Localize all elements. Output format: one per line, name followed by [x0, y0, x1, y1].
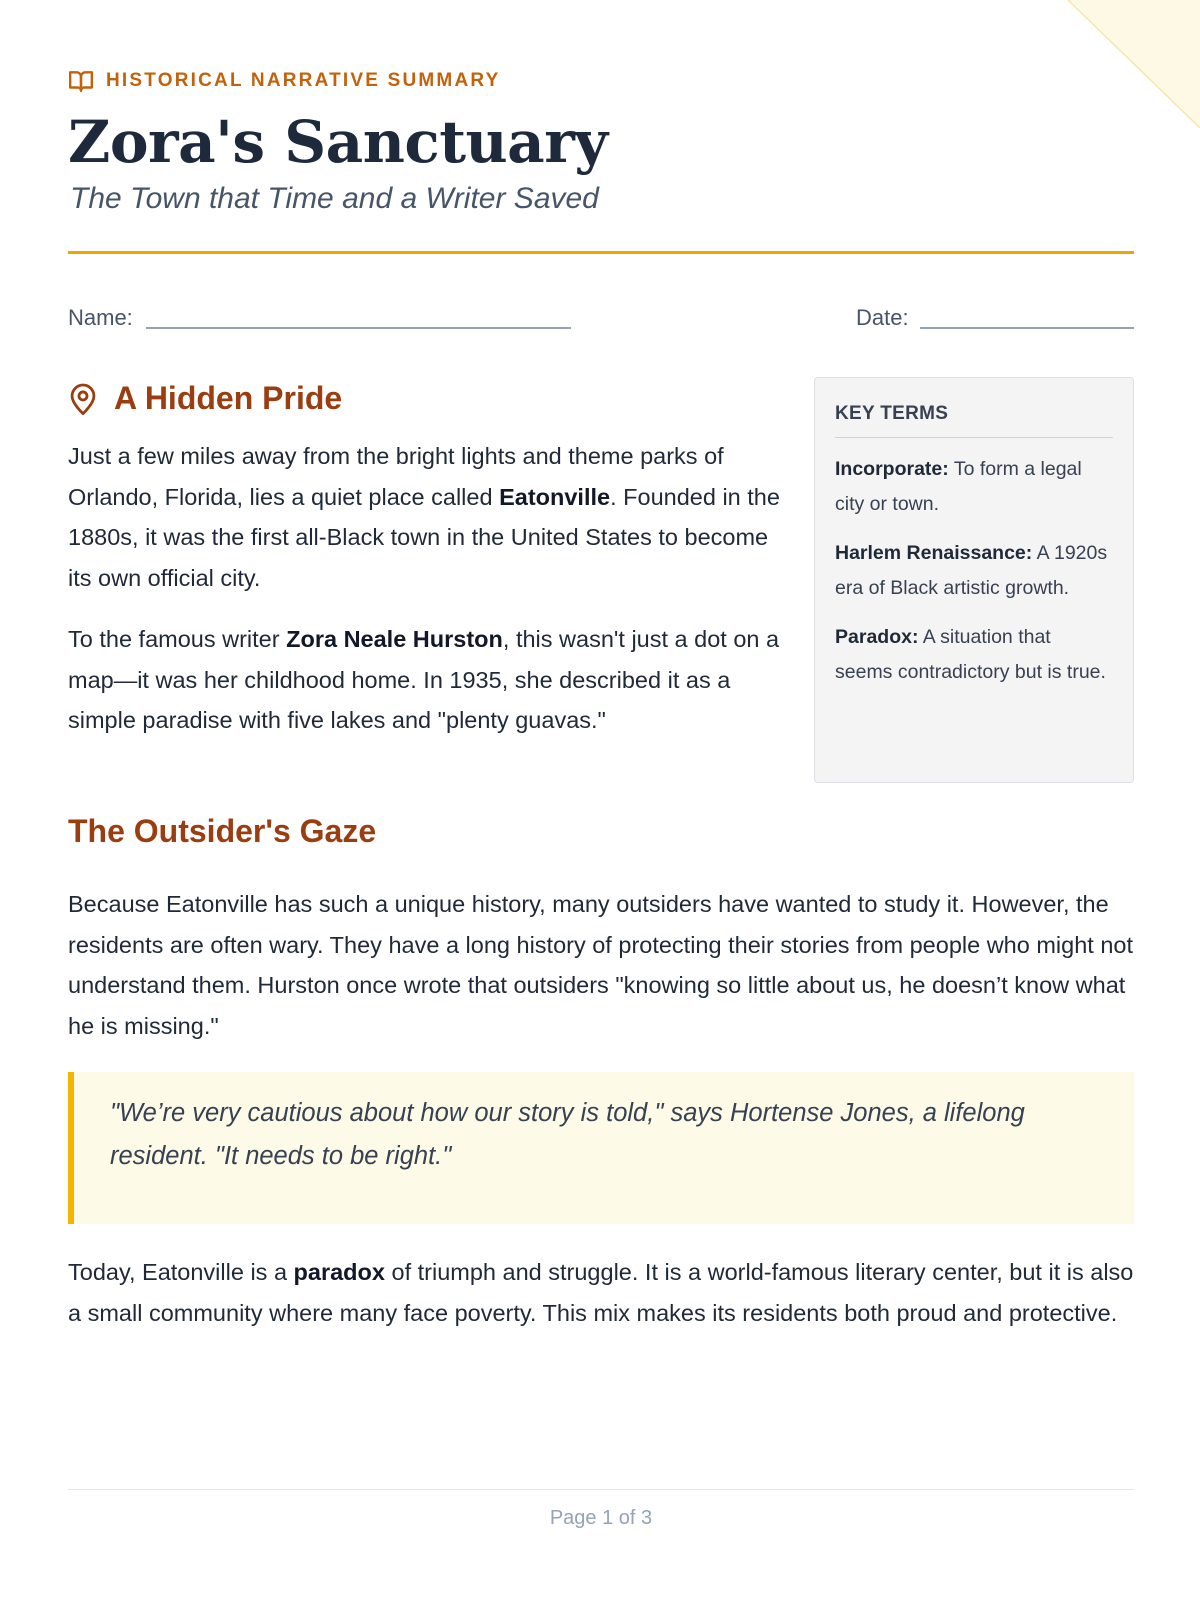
footer-divider	[68, 1489, 1134, 1490]
key-terms-box	[814, 377, 1134, 783]
page-title: Zora's Sanctuary	[68, 108, 608, 176]
section-heading-label: A Hidden Pride	[114, 380, 343, 416]
date-label: Date:	[856, 305, 909, 330]
key-term-word: Harlem Renaissance:	[835, 542, 1033, 564]
header-divider	[68, 251, 1134, 254]
paragraph-outsiders	[68, 884, 1134, 1046]
name-label: Name:	[68, 305, 133, 330]
page-subtitle: The Town that Time and a Writer Saved	[70, 182, 599, 215]
key-term-definition: A situation that seems contradictory but is true.	[835, 626, 1106, 683]
pull-quote: "We’re very cautious about how our story is told," says Hortense Jones, a lifelong resident. "It needs to be right."	[68, 1072, 1134, 1224]
key-term-item	[835, 620, 1113, 690]
name-field[interactable]	[146, 327, 571, 329]
text-run: of triumph and struggle. It is a world-famous literary center, but it is also a small community where many face poverty. This mix makes its residents both proud and protective.	[68, 1259, 1134, 1326]
emphasized-text: Eatonville	[499, 483, 611, 510]
key-term-definition: A 1920s era of Black artistic growth.	[835, 542, 1108, 599]
section-heading-outsiders-gaze: The Outsider's Gaze	[68, 813, 377, 849]
emphasized-text: paradox	[293, 1259, 385, 1285]
key-terms-title: KEY TERMS	[835, 403, 1113, 438]
text-run: Just a few miles away from the bright lights and theme parks of Orlando, Florida, lies a quiet place called	[68, 443, 724, 510]
date-field[interactable]	[920, 327, 1134, 329]
text-run: Today, Eatonville is a	[68, 1259, 294, 1285]
key-term-item	[835, 452, 1113, 522]
text-run: To the famous writer	[68, 626, 287, 652]
map-pin-icon	[68, 382, 98, 416]
paragraph-paradox	[68, 1252, 1134, 1333]
emphasized-text: Zora Neale Hurston	[286, 626, 503, 652]
paragraph-eatonville-intro	[68, 436, 788, 598]
eyebrow-label: HISTORICAL NARRATIVE SUMMARY	[106, 70, 501, 91]
book-open-icon	[68, 68, 94, 94]
paragraph-hurston-home	[68, 619, 788, 741]
eyebrow	[68, 68, 500, 94]
corner-decoration	[1040, 0, 1200, 130]
page-number: Page 1 of 3	[549, 1507, 653, 1529]
key-term-word: Incorporate:	[835, 458, 949, 480]
key-term-word: Paradox:	[835, 626, 919, 648]
section-heading-hidden-pride	[68, 380, 342, 417]
text-run: , this wasn't just a dot on a map—it was her childhood home. In 1935, she described it as a simple paradise with five lakes and "plenty guavas."	[68, 626, 780, 733]
key-term-definition: To form a legal city or town.	[835, 458, 1082, 515]
key-term-item	[835, 536, 1113, 606]
text-run: Because Eatonville has such a unique history, many outsiders have wanted to study it. However, the residents are often wary. They have a long history of protecting their stories from people who might not understand them. Hurston once wrote that outsiders "knowing so little about us, he doesn’t know what he is missing."	[68, 891, 1134, 1039]
text-run: . Founded in the 1880s, it was the first all-Black town in the United States to become its own official city.	[68, 483, 780, 591]
